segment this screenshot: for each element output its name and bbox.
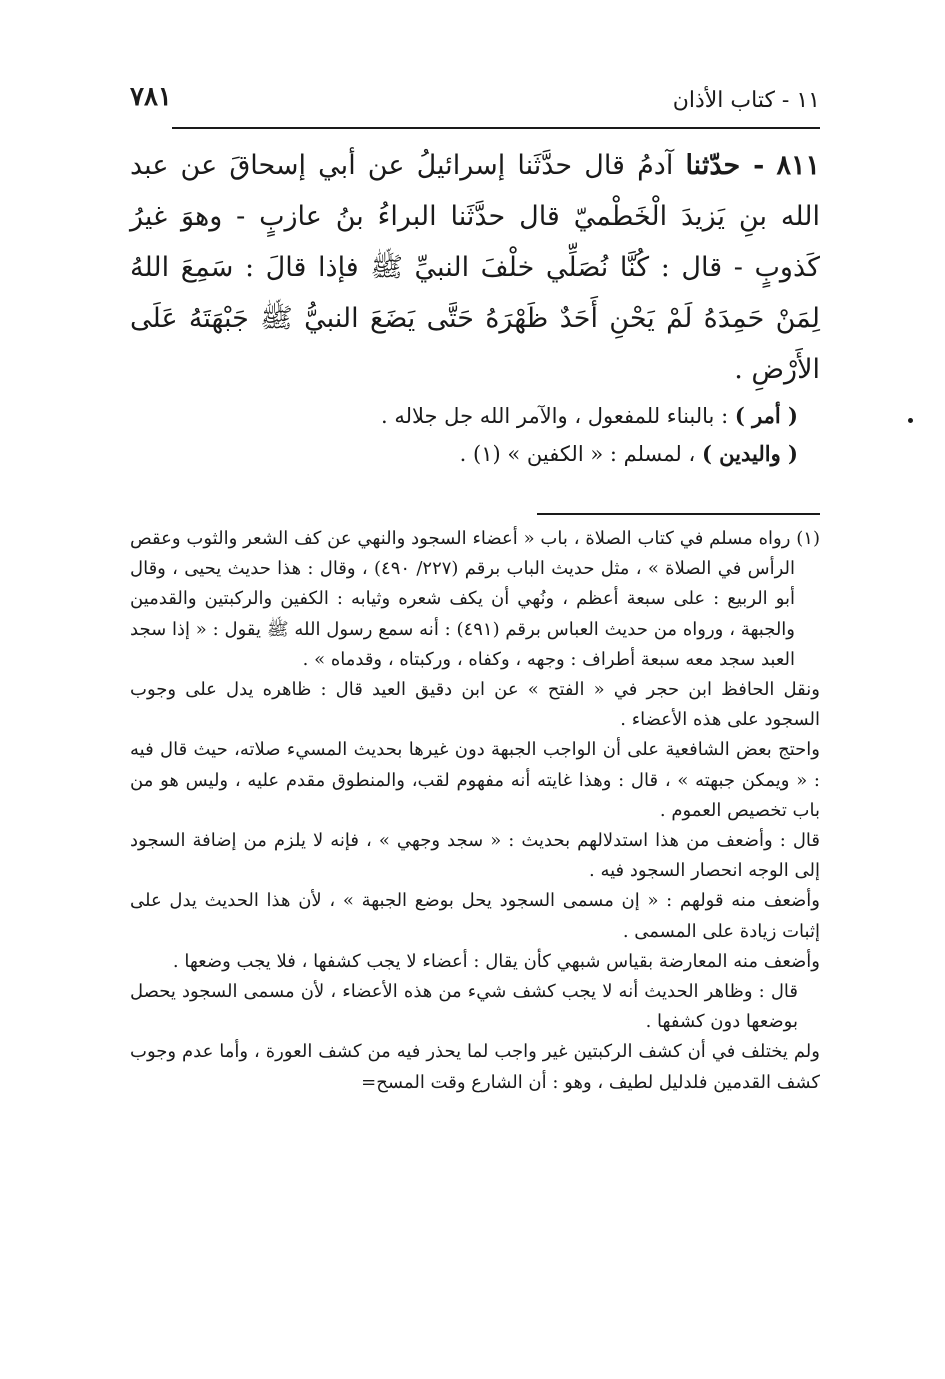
commentary-notes <box>130 397 820 473</box>
footnote-paragraph: وأضعف منه قولهم : « إن مسمى السجود يحل بوضع الجبهة » ، لأن هذا الحديث يدل على إثبات زيادة على المسمى . <box>130 890 820 942</box>
note-term: ( واليدين ) <box>701 441 798 466</box>
note-line <box>130 435 820 473</box>
footnote-paragraph: قال : وظاهر الحديث أنه لا يجب كشف شيء من هذه الأعضاء ، لأن مسمى السجود يحصل بوضعها دون كشفها . <box>130 981 798 1033</box>
footnote-divider <box>537 513 820 515</box>
page-number: ٧٨١ <box>130 82 172 112</box>
note-line <box>130 397 820 435</box>
footnote-paragraph: ونقل الحافظ ابن حجر في « الفتح » عن ابن دقيق العيد قال : ظاهره يدل على وجوب السجود على هذه الأعضاء . <box>130 679 820 731</box>
note-term: ( أمر ) <box>734 403 798 428</box>
hadith-number: ٨١١ <box>776 150 820 181</box>
hadith-text: ٨١١ - حدّثنا آدمُ قال حدَّثَنا إسرائيلُ عن أبي إسحاقَ عن عبد الله بنِ يَزيدَ الْخَطْميّ قال حدَّثَنا البراءُ بنُ عازبٍ - وهوَ غيرُ كَذوبٍ - قال : كُنَّا نُصَلِّي خلْفَ النبيِّ ﷺ فإذا قالَ : سَمِعَ اللهُ لِمَنْ حَمِدَهُ لَمْ يَحْنِ أَحَدٌ ظَهْرَهُ حَتَّى يَضَعَ النبيُّ ﷺ جَبْهَتَهُ عَلَى الأَرْضِ . <box>130 150 820 385</box>
page-header <box>130 82 820 122</box>
hadith-opening: حدّثنا <box>685 150 741 181</box>
note-text: ، لمسلم : « الكفين » (١) . <box>459 442 702 466</box>
footnotes <box>130 524 820 1098</box>
footnote-paragraph: قال : وأضعف من هذا استدلالهم بحديث : « سجد وجهي » ، فإنه لا يلزم من إضافة السجود إلى الوجه انحصار السجود فيه . <box>130 830 820 882</box>
note-text: : بالبناء للمفعول ، والآمر الله جل جلاله . <box>380 404 735 428</box>
footnote-paragraph: ولم يختلف في أن كشف الركبتين غير واجب لما يحذر فيه من كشف العورة ، وأما عدم وجوب كشف القدمين فلدليل لطيف ، وهو : أن الشارع وقت المسح= <box>130 1041 820 1093</box>
margin-dot <box>908 418 913 423</box>
hadith-body: آدمُ قال حدَّثَنا إسرائيلُ عن أبي إسحاقَ عن عبد الله بنِ يَزيدَ الْخَطْميّ قال حدَّثَنا البراءُ بنُ عازبٍ - وهوَ غيرُ كَذوبٍ - قال : كُنَّا نُصَلِّي خلْفَ النبيِّ ﷺ فإذا قالَ : سَمِعَ اللهُ لِمَنْ حَمِدَهُ لَمْ يَحْنِ أَحَدٌ ظَهْرَهُ حَتَّى يَضَعَ النبيُّ ﷺ جَبْهَتَهُ عَلَى الأَرْضِ . <box>130 150 820 385</box>
header-divider <box>172 127 820 129</box>
chapter-title: ١١ - كتاب الأذان <box>672 88 820 113</box>
footnote-paragraph: (١) رواه مسلم في كتاب الصلاة ، باب « أعضاء السجود والنهي عن كف الشعر والثوب وعقص الرأس في الصلاة » ، مثل حديث الباب برقم (٢٢٧/ ٤٩٠) ، وقال : هذا حديث يحيى ، وقال أبو الربيع : على سبعة أعظم ، ونُهي أن يكف شعره وثيابه : الكفين والركبتين والقدمين والجبهة ، ورواه من حديث العباس برقم (٤٩١) : أنه سمع رسول الله ﷺ يقول : « إذا سجد العبد سجد معه سبعة أطراف : وجهه ، وكفاه ، وركبتاه ، وقدماه » . <box>130 528 820 670</box>
footnote-paragraph: وأضعف منه المعارضة بقياس شبهي كأن يقال : أعضاء لا يجب كشفها ، فلا يجب وضعها . <box>172 950 820 972</box>
footnote-paragraph: واحتج بعض الشافعية على أن الواجب الجبهة دون غيرها بحديث المسيء صلاته، حيث قال فيه : « ويمكن جبهته » ، قال : وهذا غايته أنه مفهوم لقب، والمنطوق مقدم عليه ، وليس هو من باب تخصيص العموم . <box>130 739 820 821</box>
